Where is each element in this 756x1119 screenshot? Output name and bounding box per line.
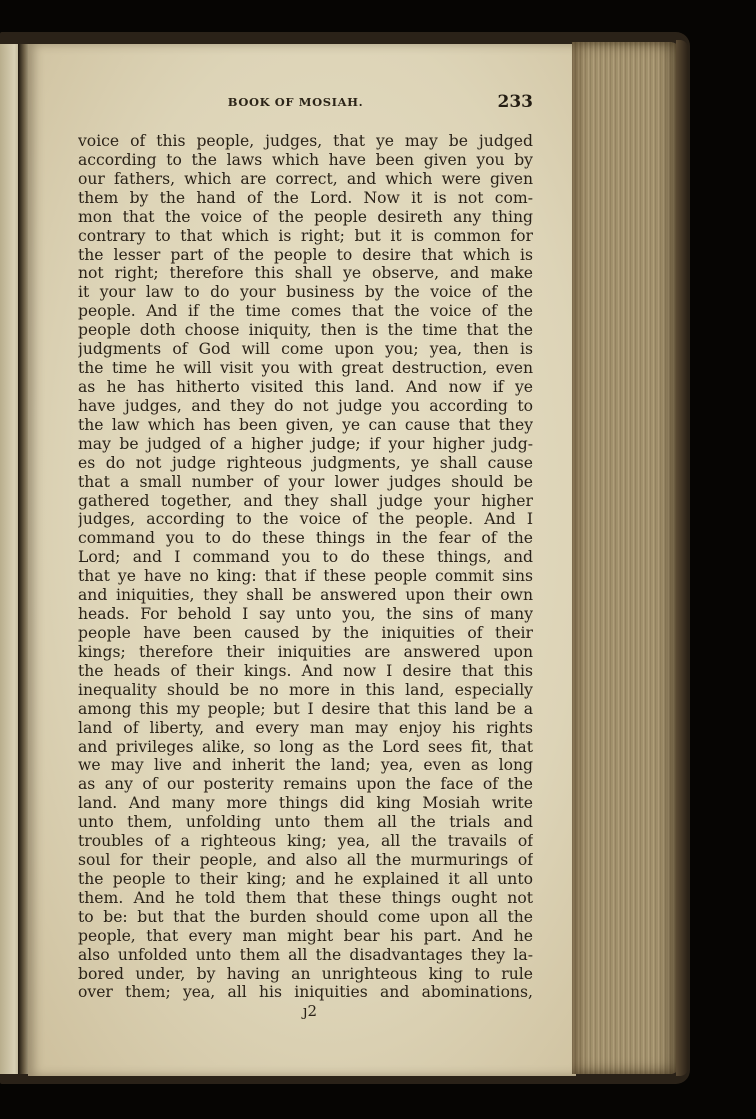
text-line: people. And if the time comes that the voice of the xyxy=(78,302,533,321)
text-line: them. And he told them that these things ought not xyxy=(78,888,533,907)
text-line: them by the hand of the Lord. Now it is not com- xyxy=(78,188,533,207)
cover-edge xyxy=(676,40,688,1076)
text-line: the law which has been given, ye can cause that they xyxy=(78,415,533,434)
text-line: to be: but that the burden should come upon all the xyxy=(78,907,533,926)
text-line: contrary to that which is right; but it is common for xyxy=(78,226,533,245)
text-line: judgments of God will come upon you; yea, then is xyxy=(78,340,533,359)
text-line: the heads of their kings. And now I desire that this xyxy=(78,661,533,680)
text-line: it your law to do your business by the voice of the xyxy=(78,283,533,302)
text-line: as any of our posterity remains upon the face of the xyxy=(78,775,533,794)
text-line: inequality should be no more in this land, especially xyxy=(78,680,533,699)
text-line: land of liberty, and every man may enjoy his rights xyxy=(78,718,533,737)
text-line: people have been caused by the iniquities of their xyxy=(78,623,533,642)
text-line: mon that the voice of the people desireth any thing xyxy=(78,207,533,226)
text-line: bored under, by having an unrighteous king to rule xyxy=(78,964,533,983)
text-line: gathered together, and they shall judge your higher xyxy=(78,491,533,510)
text-line: that a small number of your lower judges should be xyxy=(78,472,533,491)
text-line: and iniquities, they shall be answered upon their own xyxy=(78,586,533,605)
text-line: as he has hitherto visited this land. And now if ye xyxy=(78,377,533,396)
text-line: among this my people; but I desire that this land be a xyxy=(78,699,533,718)
page-number: 233 xyxy=(497,92,533,112)
text-line: Lord; and I command you to do these things, and xyxy=(78,548,533,567)
page-fore-edge xyxy=(572,42,680,1074)
text-line: may be judged of a higher judge; if your higher judg- xyxy=(78,434,533,453)
text-line: people doth choose iniquity, then is the time that the xyxy=(78,321,533,340)
text-line: not right; therefore this shall ye observe, and make xyxy=(78,264,533,283)
text-line: people, that every man might bear his part. And he xyxy=(78,926,533,945)
text-line: judges, according to the voice of the people. And I xyxy=(78,510,533,529)
running-head: BOOK OF MOSIAH. xyxy=(227,95,364,109)
text-line: have judges, and they do not judge you according to xyxy=(78,396,533,415)
text-line: the time he will visit you with great destruction, even xyxy=(78,359,533,378)
text-line: our fathers, which are correct, and which were given xyxy=(78,169,533,188)
text-line: soul for their people, and also all the murmurings of xyxy=(78,851,533,870)
text-line: kings; therefore their iniquities are answered upon xyxy=(78,642,533,661)
text-line: heads. For behold I say unto you, the sins of many xyxy=(78,605,533,624)
text-line: the people to their king; and he explained it all unto xyxy=(78,869,533,888)
text-line: troubles of a righteous king; yea, all the travails of xyxy=(78,832,533,851)
text-line: over them; yea, all his iniquities and abominations, xyxy=(78,983,533,1002)
text-line: the lesser part of the people to desire that which is xyxy=(78,245,533,264)
text-line: voice of this people, judges, that ye may be judged xyxy=(78,132,533,150)
text-line: according to the laws which have been given you by xyxy=(78,150,533,169)
signature-mark: ȷ2 xyxy=(302,1002,318,1020)
text-line: unto them, unfolding unto them all the trials and xyxy=(78,813,533,832)
text-line: also unfolded unto them all the disadvantages they la- xyxy=(78,945,533,964)
text-line: command you to do these things in the fear of the xyxy=(78,529,533,548)
text-line: that ye have no king: that if these people commit sins xyxy=(78,567,533,586)
text-line: we may live and inherit the land; yea, even as long xyxy=(78,756,533,775)
page-header xyxy=(78,92,533,114)
text-line: es do not judge righteous judgments, ye shall cause xyxy=(78,453,533,472)
text-line: and privileges alike, so long as the Lord sees fit, that xyxy=(78,737,533,756)
body-text xyxy=(78,132,533,1002)
text-line: land. And many more things did king Mosiah write xyxy=(78,794,533,813)
